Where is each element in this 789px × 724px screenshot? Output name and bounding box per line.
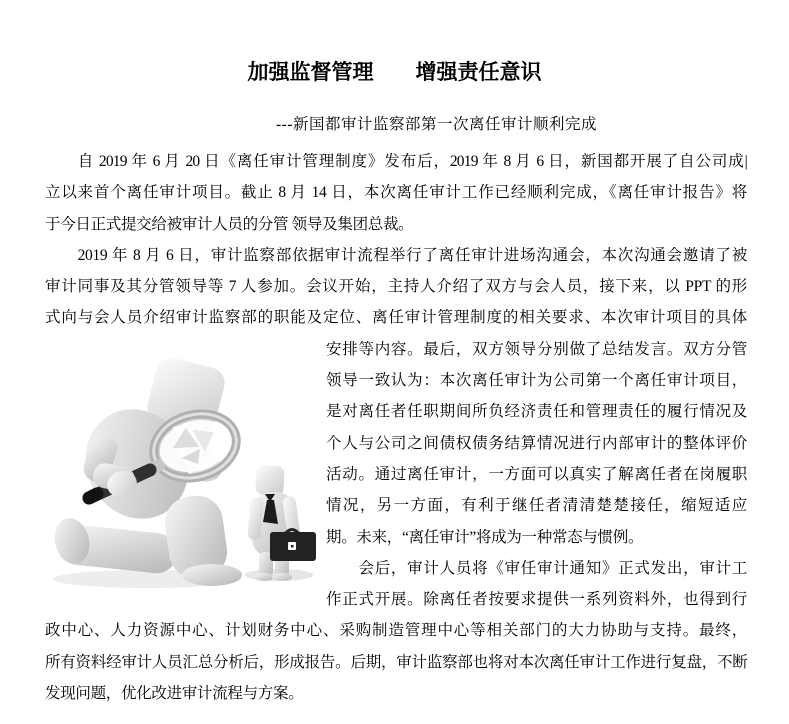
- text-line[interactable]: 个人与公司之间债权债务结算情况进行内部审计的整体评价: [326, 434, 747, 452]
- text-line[interactable]: 自 2019 年 6 月 20 日《离任审计管理制度》发布后，2019 年 8 月 6 日，新国都开展了自公司成|: [45, 153, 747, 170]
- audit-illustration-image[interactable]: [45, 334, 326, 614]
- text-line[interactable]: 期。未来，“离任审计”将成为一种常态与惯例。: [326, 528, 644, 546]
- text-line[interactable]: 情况，另一方面，有利于继任者清清楚楚接任，缩短适应: [326, 497, 747, 515]
- document-title[interactable]: 加强监督管理 增强责任意识: [247, 61, 542, 84]
- briefcase-icon: [270, 529, 316, 561]
- text-line[interactable]: 2019 年 8 月 6 日，审计监察部依据审计流程举行了离任审计进场沟通会，本次沟通会邀请了被: [45, 246, 747, 264]
- text-line[interactable]: 领导一致认为：本次离任审计为公司第一个离任审计项目，: [326, 372, 747, 390]
- text-line[interactable]: 作正式开展。除离任者按要求提供一系列资料外，也得到行: [326, 591, 747, 609]
- text-line[interactable]: 安排等内容。最后，双方领导分别做了总结发言。双方分管: [326, 340, 747, 358]
- auditee-figure: [247, 465, 316, 581]
- text-line[interactable]: 发现问题，优化改进审计流程与方案。: [45, 685, 304, 703]
- text-line[interactable]: 于今日正式提交给被审计人员的分管 领导及集团总裁。: [45, 215, 414, 233]
- text-line[interactable]: 政中心、人力资源中心、计划财务中心、采购制造管理中心等相关部门的大力协助与支持。最终，: [45, 622, 747, 640]
- text-line[interactable]: 会后，审计人员将《审任审计通知》正式发出，审计工: [326, 559, 747, 577]
- text-line[interactable]: 审计同事及其分管领导等 7 人参加。会议开始，主持人介绍了双方与会人员，接下来，以 PPT 的形: [45, 278, 747, 296]
- text-line[interactable]: 所有资料经审计人员汇总分析后，形成报告。后期，审计监察部也将对本次离任审计工作进行复盘，不断: [45, 653, 747, 671]
- document-subtitle[interactable]: ---新国都审计监察部第一次离任审计顺利完成: [276, 116, 597, 133]
- text-line[interactable]: 立以来首个离任审计项目。截止 8 月 14 日，本次离任审计工作已经顺利完成，《离任审计报告》将: [45, 184, 747, 202]
- document-body: [45, 146, 747, 709]
- text-line[interactable]: 是对离任者任职期间所负经济责任和管理责任的履行情况及: [326, 403, 747, 421]
- text-line[interactable]: 式向与会人员介绍审计监察部的职能及定位、离任审计管理制度的相关要求、本次审计项目的具体: [45, 309, 747, 327]
- text-line[interactable]: 活动。通过离任审计，一方面可以真实了解离任者在岗履职: [326, 465, 747, 483]
- audit-illustration-svg: [45, 334, 326, 614]
